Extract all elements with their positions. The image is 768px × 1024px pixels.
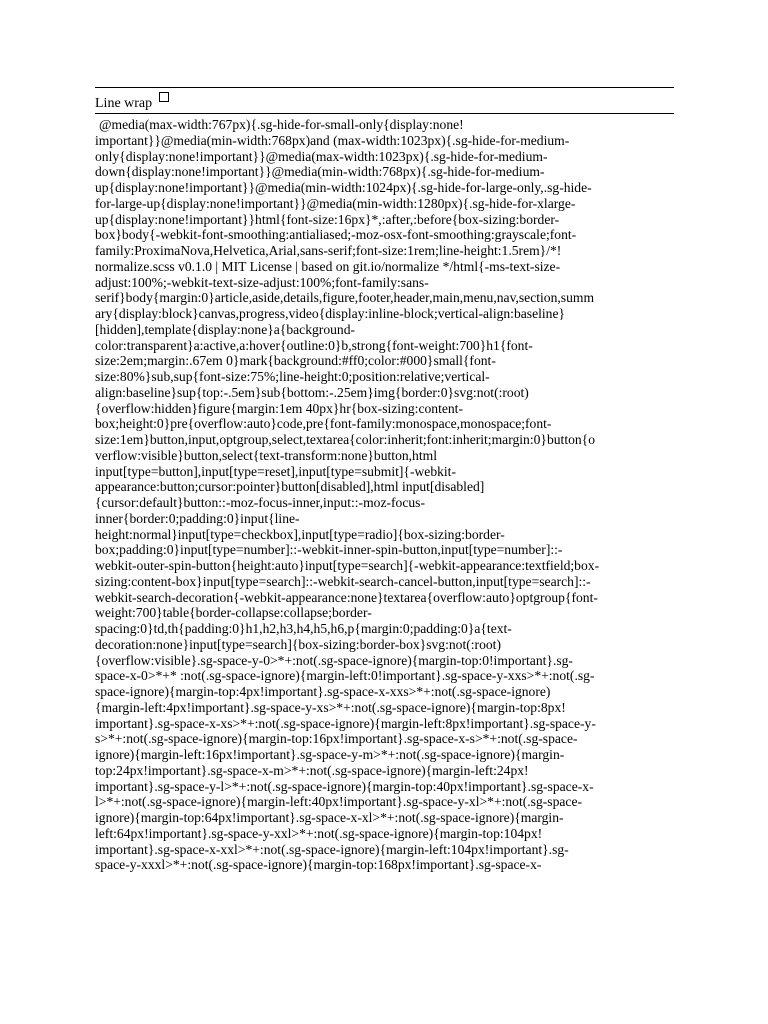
code-line: ary{display:block}canvas,progress,video{display:inline-block;vertical-align:baseline}	[95, 306, 566, 321]
code-line: spacing:0}td,th{padding:0}h1,h2,h3,h4,h5,h6,p{margin:0;padding:0}a{text-	[95, 621, 512, 636]
code-line: [hidden],template{display:none}a{background-	[95, 321, 356, 337]
code-line: serif}body{margin:0}article,aside,details,figure,footer,header,main,menu,nav,section,summ	[95, 290, 595, 306]
code-line: ignore){margin-left:16px!important}.sg-space-y-m>*+:not(.sg-space-ignore){margin-	[95, 747, 565, 762]
code-line: color:transparent}a:active,a:hover{outline:0}b,strong{font-weight:700}h1{font-	[95, 337, 533, 353]
code-line: important}}@media(min-width:768px)and (max-width:1023px){.sg-hide-for-medium-	[95, 132, 570, 148]
code-line: for-large-up{display:none!important}}@media(min-width:1280px){.sg-hide-for-xlarge-	[95, 195, 576, 211]
code-line: important}.sg-space-x-xxl>*+:not(.sg-space-ignore){margin-left:104px!important}.sg-	[95, 841, 569, 857]
code-line: size:1em}button,input,optgroup,select,textarea{color:inherit;font:inherit;margin:0}button{o	[95, 432, 596, 447]
code-line: important}.sg-space-x-xs>*+:not(.sg-space-ignore){margin-left:8px!important}.sg-space-y-	[95, 715, 596, 731]
code-line: left:64px!important}.sg-space-y-xxl>*+:not(.sg-space-ignore){margin-top:104px!	[95, 825, 543, 841]
line-wrap-checkbox[interactable]	[159, 92, 169, 102]
line-wrap-label: Line wrap	[95, 96, 153, 111]
code-line: size:80%}sub,sup{font-size:75%;line-height:0;position:relative;vertical-	[95, 369, 490, 384]
code-line: l>*+:not(.sg-space-ignore){margin-left:40px!important}.sg-space-y-xl>*+:not(.sg-space-	[95, 794, 583, 810]
code-line: size:2em;margin:.67em 0}mark{background:#ff0;color:#000}small{font-	[95, 353, 496, 369]
code-line: height:normal}input[type=checkbox],input[type=radio]{box-sizing:border-	[95, 526, 505, 542]
code-line: inner{border:0;padding:0}input{line-	[95, 510, 300, 526]
code-line: weight:700}table{border-collapse:collapse;border-	[95, 605, 372, 621]
code-line: {margin-left:4px!important}.sg-space-y-xs>*+:not(.sg-space-ignore){margin-top:8px!	[95, 699, 566, 715]
code-line: ignore){margin-top:64px!important}.sg-space-x-xl>*+:not(.sg-space-ignore){margin-	[95, 810, 564, 825]
code-line: appearance:button;cursor:pointer}button[disabled],html input[disabled]	[95, 479, 485, 495]
code-line: webkit-search-decoration{-webkit-appearance:none}textarea{overflow:auto}optgroup{font-	[95, 589, 598, 605]
code-line: family:ProximaNova,Helvetica,Arial,sans-serif;font-size:1rem;line-height:1.5rem}/*!	[95, 243, 562, 258]
code-line: s>*+:not(.sg-space-ignore){margin-top:16px!important}.sg-space-x-s>*+:not(.sg-space-	[95, 731, 578, 747]
code-line: box;padding:0}input[type=number]::-webkit-inner-spin-button,input[type=number]::-	[95, 542, 563, 558]
code-line: box;height:0}pre{overflow:auto}code,pre{font-family:monospace,monospace;font-	[95, 416, 552, 432]
code-line: adjust:100%;-webkit-text-size-adjust:100%;font-family:sans-	[95, 274, 429, 290]
code-line: up{display:none!important}}html{font-size:16px}*,:after,:before{box-sizing:border-	[95, 211, 560, 227]
code-viewer[interactable]	[95, 117, 674, 927]
code-line: decoration:none}input[type=search]{box-sizing:border-box}svg:not(:root)	[95, 636, 501, 652]
code-line: sizing:content-box}input[type=search]::-webkit-search-cancel-button,input[type=search]::-	[95, 573, 591, 589]
code-line: down{display:none!important}}@media(min-width:768px){.sg-hide-for-medium-	[95, 164, 545, 180]
code-line: webkit-outer-spin-button{height:auto}input[type=search]{-webkit-appearance:textfield;box-	[95, 558, 600, 573]
code-line: up{display:none!important}}@media(min-width:1024px){.sg-hide-for-large-only,.sg-hide-	[95, 180, 592, 195]
code-line: {overflow:hidden}figure{margin:1em 40px}hr{box-sizing:content-	[95, 400, 463, 416]
code-toolbar	[95, 92, 674, 114]
code-line: normalize.scss v0.1.0 | MIT License | based on git.io/normalize */html{-ms-text-size-	[95, 258, 561, 274]
code-line: space-ignore){margin-top:4px!important}.sg-space-x-xxs>*+:not(.sg-space-ignore)	[95, 684, 551, 699]
code-line: top:24px!important}.sg-space-x-m>*+:not(.sg-space-ignore){margin-left:24px!	[95, 762, 529, 778]
code-line: align:baseline}sup{top:-.5em}sub{bottom:-.25em}img{border:0}svg:not(:root)	[95, 384, 529, 400]
code-line: box}body{-webkit-font-smoothing:antialiased;-moz-osx-font-smoothing:grayscale;font-	[95, 227, 577, 243]
code-line: important}.sg-space-y-l>*+:not(.sg-space-ignore){margin-top:40px!important}.sg-space-x-	[95, 778, 594, 794]
code-line: space-x-0>*+* :not(.sg-space-ignore){margin-left:0!important}.sg-space-y-xxs>*+:not(.sg-	[95, 668, 595, 684]
top-divider	[95, 87, 674, 88]
code-line: only{display:none!important}}@media(max-width:1023px){.sg-hide-for-medium-	[95, 148, 548, 164]
code-line: @media(max-width:767px){.sg-hide-for-small-only{display:none!	[99, 117, 464, 132]
code-line: {cursor:default}button::-moz-focus-inner,input::-moz-focus-	[95, 495, 425, 510]
code-line: space-y-xxxl>*+:not(.sg-space-ignore){margin-top:168px!important}.sg-space-x-	[95, 857, 542, 873]
code-line: input[type=button],input[type=reset],input[type=submit]{-webkit-	[95, 463, 456, 479]
code-line: {overflow:visible}.sg-space-y-0>*+:not(.sg-space-ignore){margin-top:0!important}.sg-	[95, 652, 573, 668]
code-line: verflow:visible}button,select{text-transform:none}button,html	[95, 447, 437, 463]
